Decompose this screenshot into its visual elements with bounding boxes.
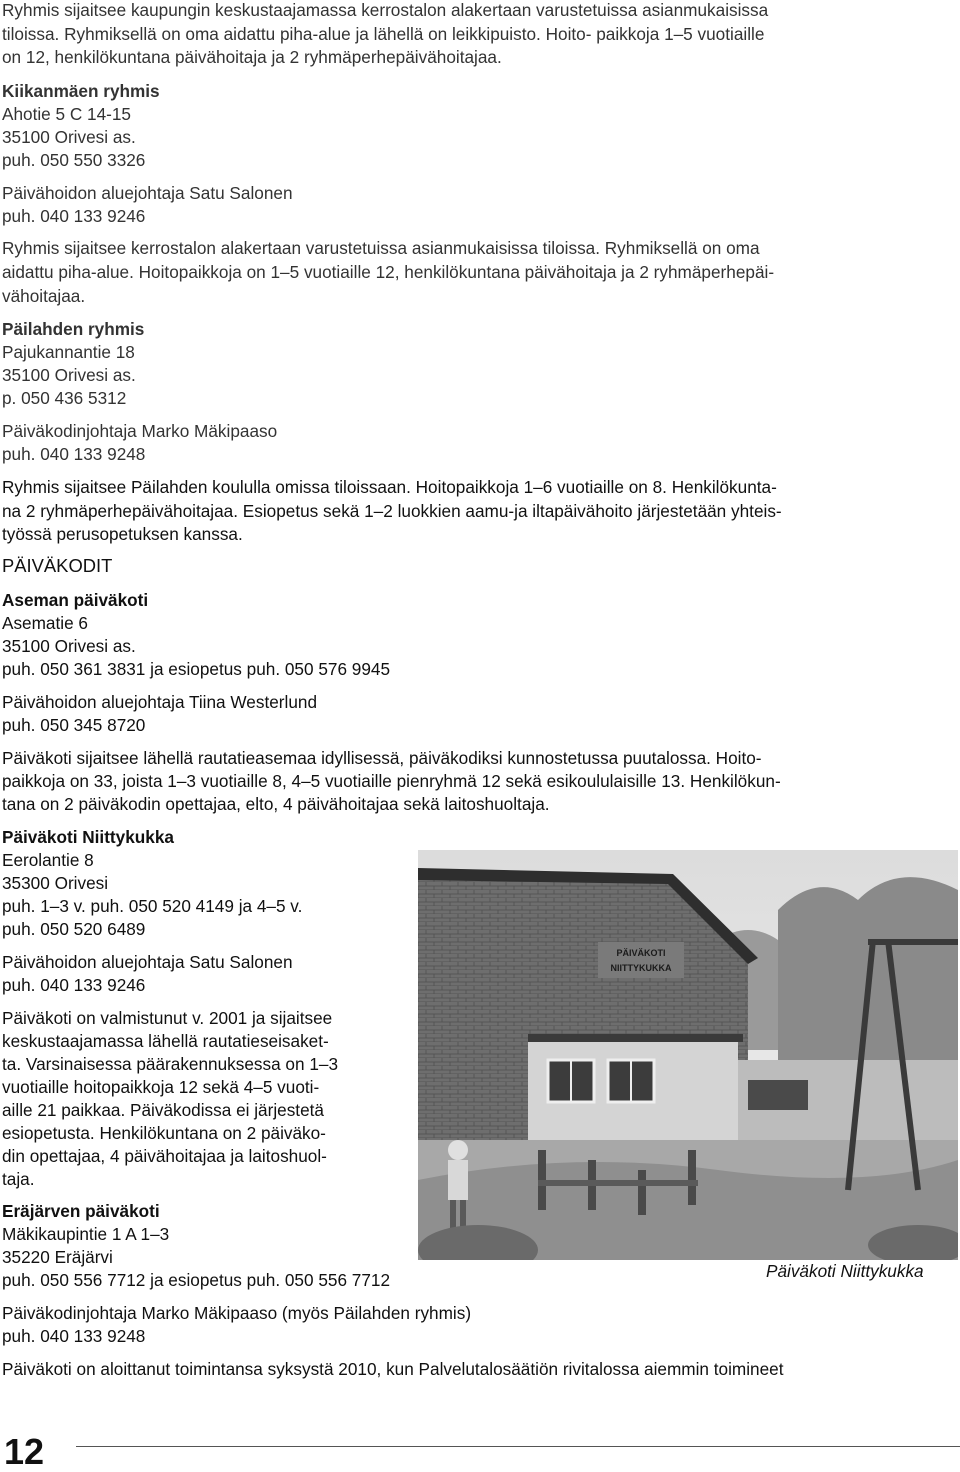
pailahti-head: Päiväkodinjohtaja Marko Mäkipaaso bbox=[2, 421, 278, 441]
kiikanmaki-phone: puh. 050 550 3326 bbox=[2, 150, 146, 170]
niitty-desc-3: ta. Varsinaisessa päärakennuksessa on 1–3 bbox=[2, 1054, 339, 1074]
section-title: PÄIVÄKODIT bbox=[2, 555, 113, 576]
pailahti-address-2: 35100 Orivesi as. bbox=[2, 365, 136, 385]
aseman-address-2: 35100 Orivesi as. bbox=[2, 636, 136, 656]
erajarvi-address-2: 35220 Eräjärvi bbox=[2, 1247, 113, 1267]
niitty-desc-8: taja. bbox=[2, 1169, 35, 1189]
intro-line-3: on 12, henkilökuntana päivähoitaja ja 2 ryhmäperhepäivähoitajaa. bbox=[2, 47, 502, 67]
photo-sign-line-2: NIITTYKUKKA bbox=[610, 963, 672, 973]
niitty-address-2: 35300 Orivesi bbox=[2, 873, 109, 893]
niitty-desc-1: Päiväkoti on valmistunut v. 2001 ja sijaitsee bbox=[2, 1008, 333, 1028]
niitty-phone-1: puh. 1–3 v. puh. 050 520 4149 ja 4–5 v. bbox=[2, 896, 303, 916]
aseman-head-phone: puh. 050 345 8720 bbox=[2, 715, 146, 735]
intro-line-2: tiloissa. Ryhmiksellä on oma aidattu piha-alue ja lähellä on leikkipuisto. Hoito- paikkoja 1–5 vuotiaille bbox=[2, 24, 765, 44]
kiikanmaki-address-1: Ahotie 5 C 14-15 bbox=[2, 104, 131, 124]
pailahti-desc-3: työssä perusopetuksen kanssa. bbox=[2, 524, 243, 544]
kiikanmaki-address-2: 35100 Orivesi as. bbox=[2, 127, 136, 147]
aseman-phone: puh. 050 361 3831 ja esiopetus puh. 050 576 9945 bbox=[2, 659, 391, 679]
aseman-desc-3: tana on 2 päiväkodin opettajaa, elto, 4 päivähoitajaa sekä laitoshuoltaja. bbox=[2, 794, 550, 814]
niitty-phone-2: puh. 050 520 6489 bbox=[2, 919, 146, 939]
aseman-address-1: Asematie 6 bbox=[2, 613, 88, 633]
pailahti-address-1: Pajukannantie 18 bbox=[2, 342, 135, 362]
aseman-heading: Aseman päiväkoti bbox=[2, 590, 149, 610]
pailahti-phone: p. 050 436 5312 bbox=[2, 388, 127, 408]
intro-line-1: Ryhmis sijaitsee kaupungin keskustaajamassa kerrostalon alakertaan varustetuissa asianmukaisissa bbox=[2, 0, 769, 20]
photo-caption: Päiväkoti Niittykukka bbox=[766, 1261, 924, 1281]
erajarvi-desc-1: Päiväkoti on aloittanut toimintansa syksystä 2010, kun Palvelutalosäätiön rivitalossa aiemmin toimineet bbox=[2, 1359, 784, 1379]
page-number: 12 bbox=[4, 1431, 45, 1472]
kiikanmaki-head-phone: puh. 040 133 9246 bbox=[2, 206, 146, 226]
footer-divider bbox=[76, 1446, 960, 1447]
niitty-desc-6: esiopetusta. Henkilökuntana on 2 päiväko- bbox=[2, 1123, 326, 1143]
erajarvi-head-phone: puh. 040 133 9248 bbox=[2, 1326, 146, 1346]
kiikanmaki-desc-1: Ryhmis sijaitsee kerrostalon alakertaan varustetuissa asianmukaisissa tiloissa. Ryhmiksellä on oma bbox=[2, 238, 760, 258]
niittykukka-photo bbox=[418, 850, 958, 1260]
kiikanmaki-head: Päivähoidon aluejohtaja Satu Salonen bbox=[2, 183, 293, 203]
erajarvi-address-1: Mäkikaupintie 1 A 1–3 bbox=[2, 1224, 170, 1244]
pailahti-head-phone: puh. 040 133 9248 bbox=[2, 444, 146, 464]
erajarvi-head: Päiväkodinjohtaja Marko Mäkipaaso (myös Päilahden ryhmis) bbox=[2, 1303, 472, 1323]
niitty-head: Päivähoidon aluejohtaja Satu Salonen bbox=[2, 952, 293, 972]
kiikanmaki-heading: Kiikanmäen ryhmis bbox=[2, 81, 160, 101]
niitty-desc-2: keskustaajamassa lähellä rautatieseisaket- bbox=[2, 1031, 329, 1051]
photo-sign-line-1: PÄIVÄKOTI bbox=[616, 948, 666, 958]
kiikanmaki-desc-3: vähoitajaa. bbox=[2, 286, 86, 306]
niitty-desc-4: vuotiaille hoitopaikkoja 12 sekä 4–5 vuoti- bbox=[2, 1077, 320, 1097]
pailahti-heading: Päilahden ryhmis bbox=[2, 319, 145, 339]
niitty-address-1: Eerolantie 8 bbox=[2, 850, 94, 870]
niitty-heading: Päiväkoti Niittykukka bbox=[2, 827, 174, 847]
kiikanmaki-desc-2: aidattu piha-alue. Hoitopaikkoja on 1–5 vuotiaille 12, henkilökuntana päivähoitaja ja 2 ryhmäperhepäi- bbox=[2, 262, 775, 282]
erajarvi-heading: Eräjärven päiväkoti bbox=[2, 1201, 160, 1221]
niitty-head-phone: puh. 040 133 9246 bbox=[2, 975, 146, 995]
niitty-desc-7: din opettajaa, 4 päivähoitajaa ja laitoshuol- bbox=[2, 1146, 327, 1166]
aseman-desc-1: Päiväkoti sijaitsee lähellä rautatieasemaa idyllisessä, päiväkodiksi kunnostetussa puutalossa. Hoito- bbox=[2, 748, 762, 768]
pailahti-desc-2: na 2 ryhmäperhepäivähoitajaa. Esiopetus sekä 1–2 luokkien aamu-ja iltapäivähoito järjestetään yhteis- bbox=[2, 501, 782, 521]
niitty-desc-5: aille 21 paikkaa. Päiväkodissa ei järjestetä bbox=[2, 1100, 324, 1120]
pailahti-desc-1: Ryhmis sijaitsee Päilahden koululla omissa tiloissaan. Hoitopaikkoja 1–6 vuotiaille on 8. Henkilökunta- bbox=[2, 477, 777, 497]
aseman-desc-2: paikkoja on 33, joista 1–3 vuotiaille 8, 4–5 vuotiaille pienryhmä 12 sekä esikoululaisille 13. Henkilökun- bbox=[2, 771, 781, 791]
erajarvi-phone: puh. 050 556 7712 ja esiopetus puh. 050 556 7712 bbox=[2, 1270, 391, 1290]
aseman-head: Päivähoidon aluejohtaja Tiina Westerlund bbox=[2, 692, 317, 712]
